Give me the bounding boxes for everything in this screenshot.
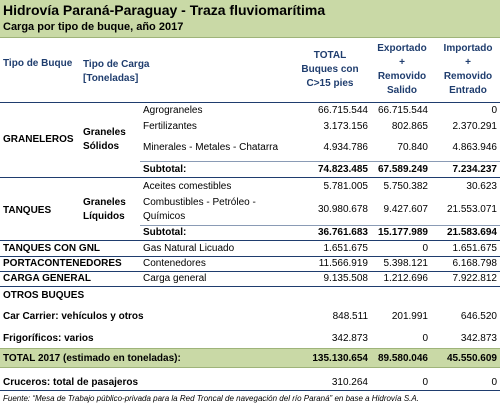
cruceros-label: Cruceros: total de pasajeros: [3, 377, 139, 388]
graneleros-sub-2: Sólidos: [83, 141, 120, 152]
porta-carga: Contenedores: [143, 258, 206, 269]
header-exportado-line3: Removido: [377, 71, 427, 82]
header-total-line1: TOTAL: [313, 50, 347, 61]
header-exportado-line4: Salido: [386, 85, 417, 96]
gnl-imp: 1.651.675: [452, 243, 497, 254]
header-exportado-line1: Exportado: [377, 43, 427, 54]
header-importado-line3: Removido: [443, 71, 493, 82]
graneleros-sub-1: Graneles: [83, 127, 126, 138]
total-label: TOTAL 2017 (estimado en toneladas):: [3, 353, 181, 364]
car-carrier-imp: 646.520: [460, 311, 497, 322]
graneleros-imp-1: 0: [491, 105, 497, 116]
header-total: [290, 38, 370, 102]
frigorificos-label: Frigoríficos: varios: [3, 333, 94, 344]
table-header: [0, 38, 500, 102]
row-label-gnl: TANQUES CON GNL: [3, 243, 101, 254]
header-importado: [436, 38, 500, 102]
frigorificos-imp: 342.873: [460, 333, 497, 344]
header-tipo-carga-line2: [Toneladas]: [83, 73, 139, 84]
graneleros-imp-3: 4.863.946: [452, 142, 497, 153]
total-exp: 89.580.046: [377, 353, 428, 364]
gnl-carga: Gas Natural Licuado: [143, 243, 235, 254]
tanques-subtotal-total: 36.761.683: [317, 227, 368, 238]
porta-exp: 5.398.121: [383, 258, 428, 269]
gnl-exp: 0: [422, 243, 428, 254]
header-importado-line1: Importado: [443, 43, 493, 54]
row-label-otros: OTROS BUQUES: [3, 290, 85, 301]
tanques-divider: [0, 240, 500, 241]
header-exportado-line2: +: [399, 57, 405, 68]
carga-general-carga: Carga general: [143, 273, 207, 284]
row-label-graneleros: GRANELEROS: [3, 134, 74, 145]
header-tipo-carga-line1: Tipo de Carga: [83, 59, 150, 70]
tanques-subtotal-exp: 15.177.989: [377, 227, 428, 238]
page-title: Hidrovía Paraná-Paraguay - Traza fluviomarítima: [3, 2, 326, 18]
graneleros-subtotal-divider: [140, 161, 500, 162]
tanques-exp-1: 5.750.382: [383, 181, 428, 192]
carga-general-exp: 1.212.696: [383, 273, 428, 284]
graneleros-subtotal-total: 74.823.485: [317, 164, 368, 175]
cruceros-imp: 0: [491, 377, 497, 388]
row-label-tanques: TANQUES: [3, 205, 52, 216]
graneleros-carga-3: Minerales - Metales - Chatarra: [143, 142, 279, 153]
total-imp: 45.550.609: [446, 353, 497, 364]
tanques-subtotal-divider: [140, 225, 500, 226]
source-note: Fuente: “Mesa de Trabajo público-privada para la Red Troncal de navegación del río Paraná” en base a Hidrovía S.A.: [3, 394, 419, 403]
header-tipo-carga: [83, 38, 193, 102]
frigorificos-total: 342.873: [331, 333, 368, 344]
tanques-total-2: 30.980.678: [317, 204, 368, 215]
graneleros-total-2: 3.173.156: [323, 121, 368, 132]
tanques-sub-2: Líquidos: [83, 211, 125, 222]
tanques-total-1: 5.781.005: [323, 181, 368, 192]
page-subtitle: Carga por tipo de buque, año 2017: [3, 21, 184, 33]
tanques-carga-2b: Químicos: [143, 211, 186, 222]
car-carrier-label: Car Carrier: vehículos y otros: [3, 311, 144, 322]
title-banner: [0, 0, 500, 38]
header-importado-line2: +: [465, 57, 471, 68]
gnl-divider: [0, 256, 500, 257]
tanques-imp-2: 21.553.071: [446, 204, 497, 215]
total-total: 135.130.654: [312, 353, 368, 364]
gnl-total: 1.651.675: [323, 243, 368, 254]
header-total-line2: Buques con: [301, 64, 359, 75]
cruceros-divider: [0, 390, 500, 391]
row-label-porta: PORTACONTENEDORES: [3, 258, 122, 269]
row-label-carga-general: CARGA GENERAL: [3, 273, 91, 284]
header-importado-line4: Entrado: [449, 85, 487, 96]
header-tipo-buque: Tipo de Buque: [3, 58, 73, 69]
tanques-sub-1: Graneles: [83, 197, 126, 208]
cruceros-exp: 0: [422, 377, 428, 388]
porta-total: 11.566.919: [318, 258, 368, 269]
graneleros-imp-2: 2.370.291: [452, 121, 497, 132]
car-carrier-exp: 201.991: [391, 311, 428, 322]
graneleros-exp-1: 66.715.544: [377, 105, 428, 116]
carga-general-imp: 7.922.812: [452, 273, 497, 284]
graneleros-subtotal-exp: 67.589.249: [377, 164, 428, 175]
header-total-line3: C>15 pies: [306, 78, 354, 89]
graneleros-carga-1: Agrograneles: [143, 105, 203, 116]
tanques-imp-1: 30.623: [466, 181, 497, 192]
porta-imp: 6.168.798: [452, 258, 497, 269]
header-exportado: [372, 38, 432, 102]
graneleros-subtotal-imp: 7.234.237: [452, 164, 497, 175]
graneleros-divider: [0, 177, 500, 178]
graneleros-exp-3: 70.840: [397, 142, 428, 153]
graneleros-carga-2: Fertilizantes: [143, 121, 197, 132]
carga-general-divider: [0, 286, 500, 287]
carga-general-total: 9.135.508: [323, 273, 368, 284]
frigorificos-exp: 0: [422, 333, 428, 344]
graneleros-total-1: 66.715.544: [317, 105, 368, 116]
cruceros-total: 310.264: [331, 377, 368, 388]
graneleros-exp-2: 802.865: [391, 121, 428, 132]
tanques-subtotal-imp: 21.583.694: [446, 227, 497, 238]
tanques-exp-2: 9.427.607: [383, 204, 428, 215]
tanques-subtotal-label: Subtotal:: [143, 227, 187, 238]
graneleros-subtotal-label: Subtotal:: [143, 164, 187, 175]
tanques-carga-1: Aceites comestibles: [143, 181, 232, 192]
car-carrier-total: 848.511: [332, 311, 368, 322]
tanques-carga-2a: Combustibles - Petróleo -: [143, 197, 256, 208]
header-divider: [0, 102, 500, 103]
porta-divider: [0, 271, 500, 272]
graneleros-total-3: 4.934.786: [323, 142, 368, 153]
